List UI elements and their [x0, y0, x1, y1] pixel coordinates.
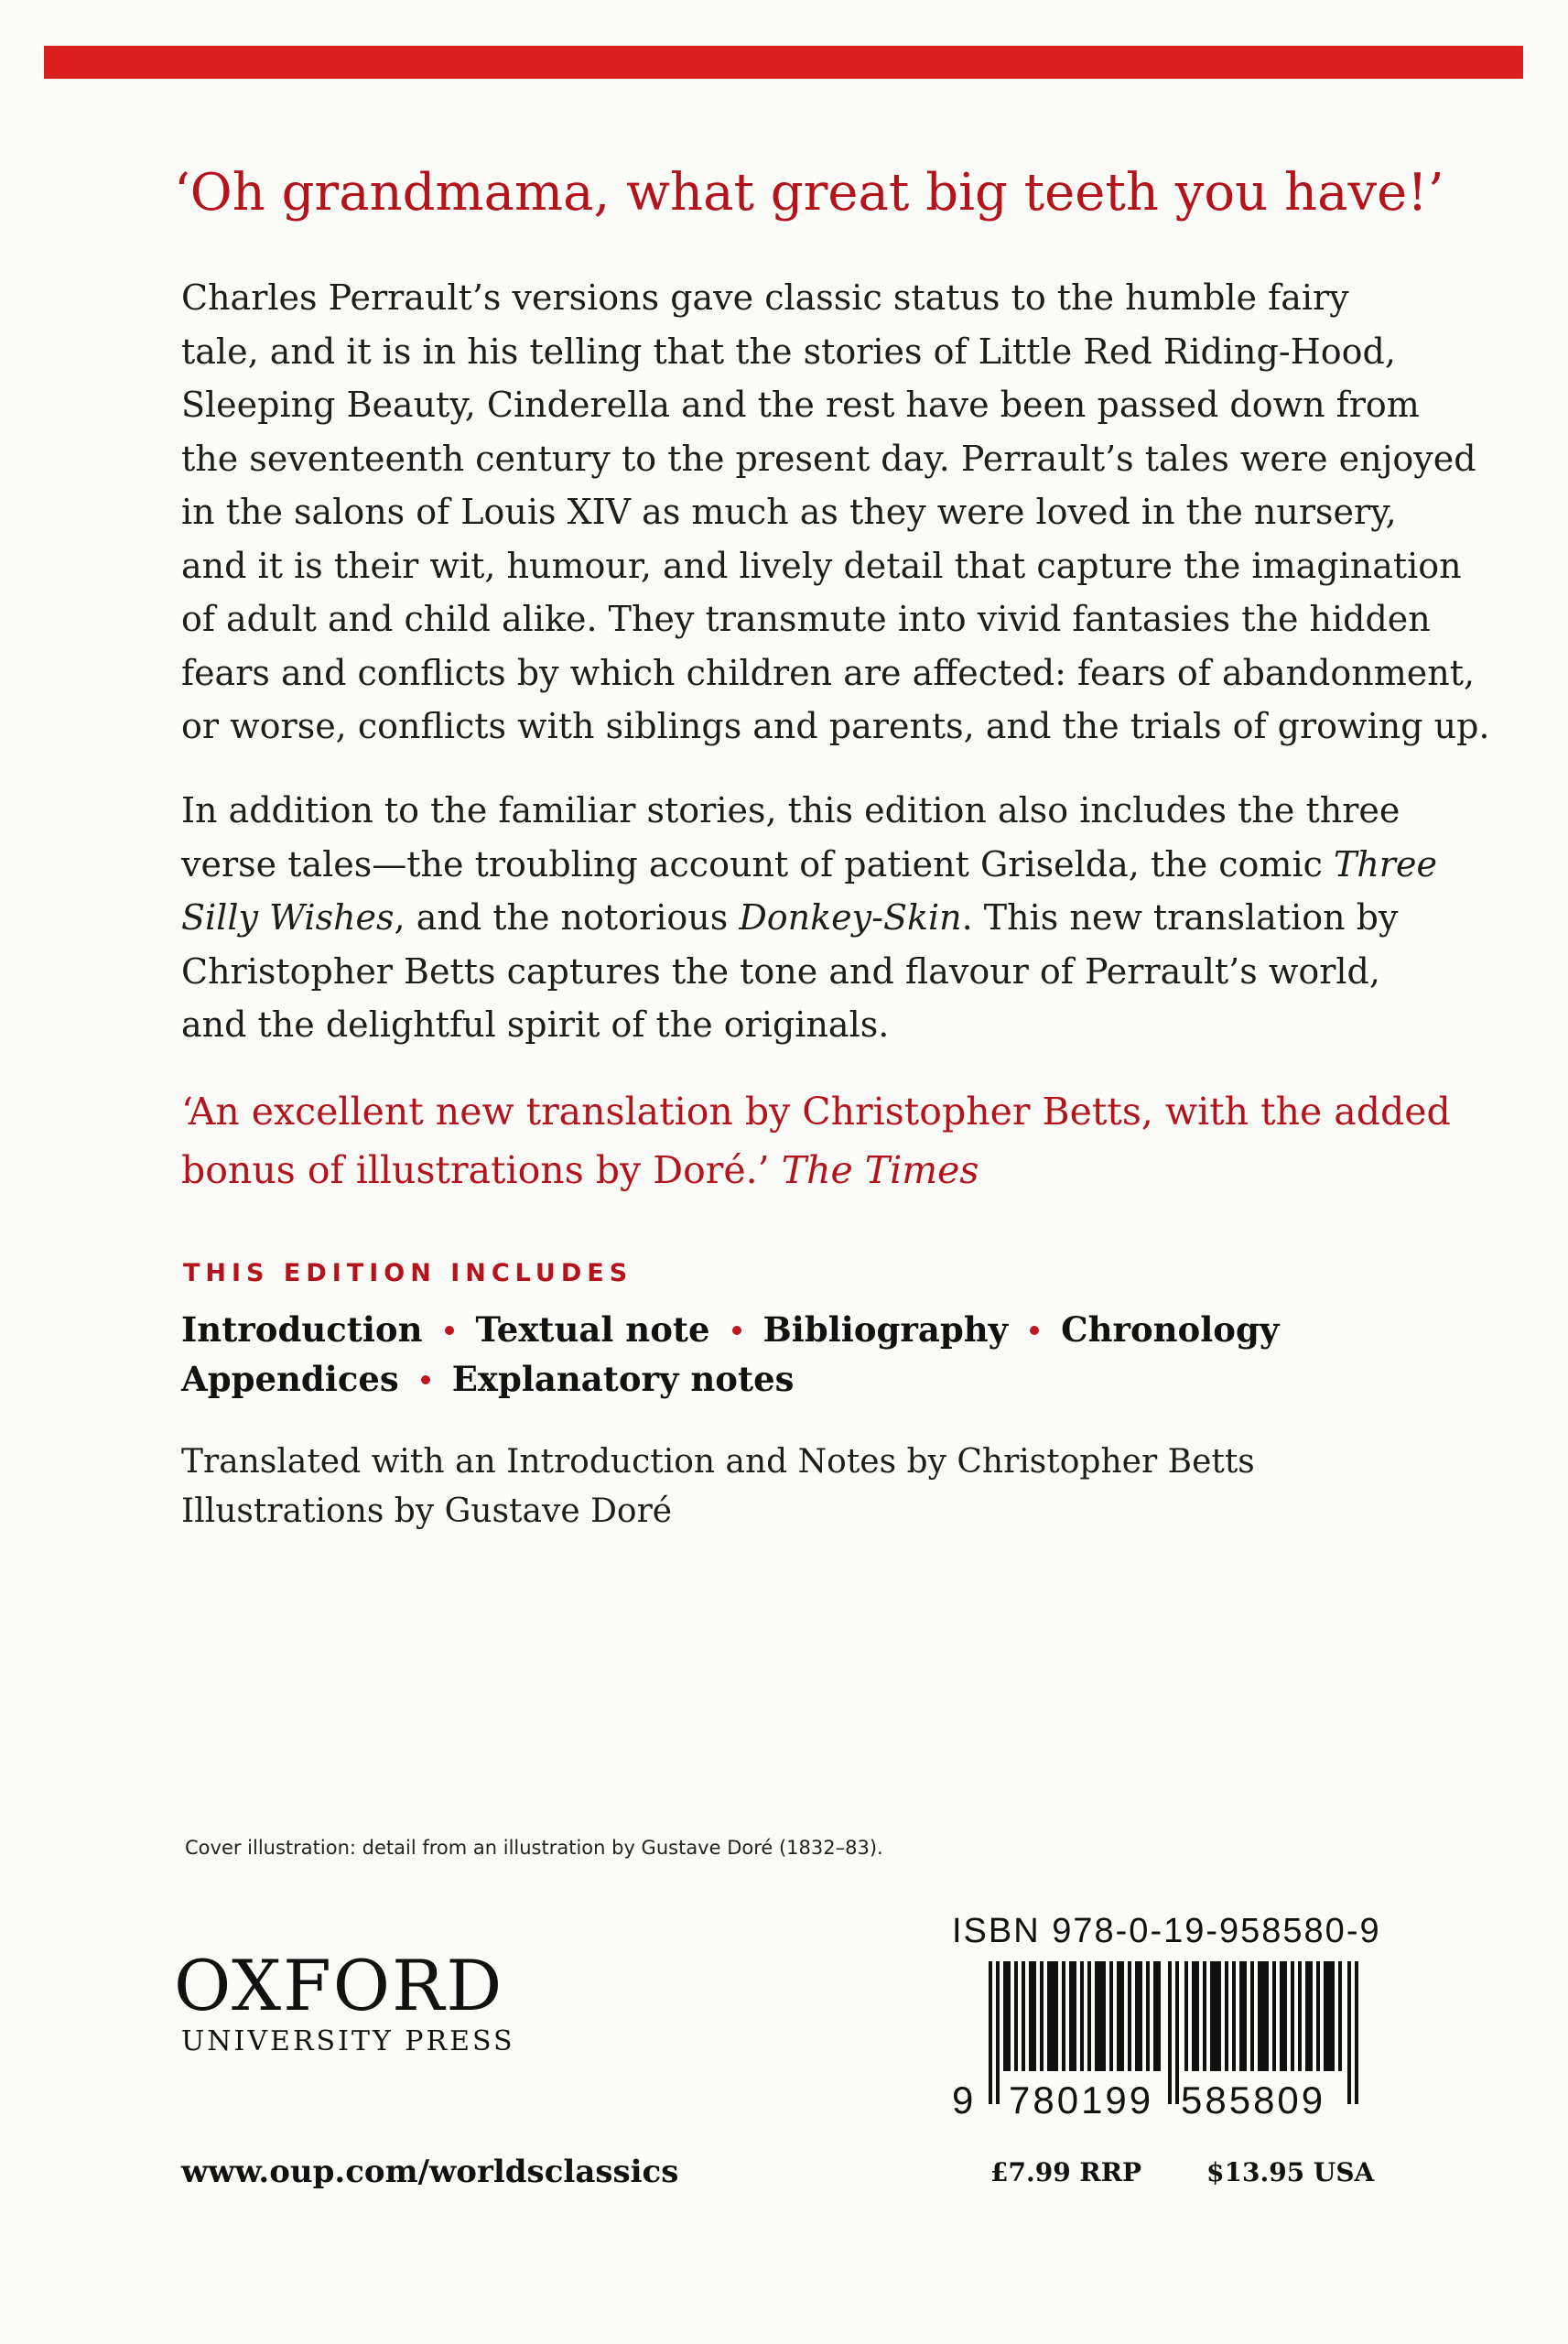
- isbn-label: ISBN 978-0-19-958580-9: [952, 1912, 1381, 1950]
- text-line: [181, 891, 1408, 945]
- bullet-icon: [421, 1375, 430, 1384]
- include-item: Introduction: [181, 1309, 423, 1350]
- text-line: and the delightful spirit of the originals.: [181, 1004, 890, 1045]
- title-three-silly-wishes-part1: Three: [1333, 843, 1437, 884]
- include-item: Textual note: [475, 1309, 710, 1350]
- review-quote: [181, 1082, 1451, 1199]
- illustrator-credit: Illustrations by Gustave Doré: [181, 1492, 673, 1530]
- barcode-digit-first: 9: [952, 2078, 974, 2122]
- review-line: [181, 1141, 1451, 1199]
- headline-quote: ‘Oh grandmama, what great big teeth you have!’: [174, 163, 1444, 222]
- publisher-logo-name: OXFORD: [174, 1945, 504, 2026]
- review-source: The Times: [781, 1148, 979, 1192]
- credits-block: [181, 1438, 1255, 1536]
- text-line: fears and conflicts by which children are affected: fears of abandonment,: [181, 652, 1476, 693]
- title-three-silly-wishes-part2: Silly Wishes: [181, 897, 395, 938]
- barcode-digits-left: 780199: [1009, 2078, 1154, 2122]
- top-red-bar: [44, 46, 1523, 79]
- includes-line-2: [181, 1359, 794, 1399]
- includes-line-1: [181, 1309, 1279, 1350]
- edition-includes-heading: THIS EDITION INCLUDES: [183, 1259, 633, 1287]
- include-item: Chronology: [1061, 1309, 1280, 1350]
- text-line: in the salons of Louis XIV as much as they were loved in the nursery,: [181, 492, 1397, 532]
- bullet-icon: [445, 1326, 454, 1335]
- review-text: bonus of illustrations by Doré.’: [181, 1148, 782, 1192]
- text-line: Charles Perrault’s versions gave classic status to the humble fairy: [181, 277, 1349, 318]
- text-line: [181, 838, 1437, 892]
- include-item: Explanatory notes: [451, 1359, 795, 1399]
- include-item: Appendices: [181, 1359, 399, 1399]
- publisher-logo-press: UNIVERSITY PRESS: [181, 2025, 515, 2057]
- text-line: In addition to the familiar stories, this edition also includes the three: [181, 790, 1400, 830]
- text-line: Sleeping Beauty, Cinderella and the rest have been passed down from: [181, 385, 1420, 425]
- price-uk: £7.99 RRP: [990, 2157, 1142, 2187]
- text-line: Christopher Betts captures the tone and flavour of Perrault’s world,: [181, 950, 1380, 992]
- description-paragraph-1: [181, 271, 1490, 754]
- bullet-icon: [1030, 1326, 1039, 1335]
- text-line: of adult and child alike. They transmute into vivid fantasies the hidden: [181, 599, 1431, 639]
- include-item: Bibliography: [762, 1309, 1009, 1350]
- translator-credit: Translated with an Introduction and Notes by Christopher Betts: [181, 1443, 1255, 1481]
- description-paragraph-2: [181, 784, 1437, 1052]
- text-line: the seventeenth century to the present day. Perrault’s tales were enjoyed: [181, 438, 1476, 479]
- text-line: tale, and it is in his telling that the stories of Little Red Riding-Hood,: [181, 331, 1396, 372]
- barcode-digits-right: 585809: [1181, 2078, 1326, 2122]
- review-line: ‘An excellent new translation by Christopher Betts, with the added: [181, 1090, 1451, 1134]
- text-line: and it is their wit, humour, and lively detail that capture the imagination: [181, 545, 1462, 586]
- title-donkey-skin: Donkey-Skin: [739, 897, 962, 938]
- text-line: or worse, conflicts with siblings and parents, and the trials of growing up.: [181, 706, 1490, 746]
- text-segment: verse tales—the troubling account of patient Griselda, the comic: [181, 843, 1334, 884]
- website-url: www.oup.com/worldsclassics: [181, 2154, 679, 2190]
- text-segment: . This new translation by: [961, 897, 1399, 938]
- text-segment: , and the notorious: [394, 897, 740, 938]
- bullet-icon: [732, 1326, 741, 1335]
- cover-illustration-credit: Cover illustration: detail from an illustration by Gustave Doré (1832–83).: [185, 1837, 883, 1859]
- price-us: $13.95 USA: [1206, 2157, 1375, 2187]
